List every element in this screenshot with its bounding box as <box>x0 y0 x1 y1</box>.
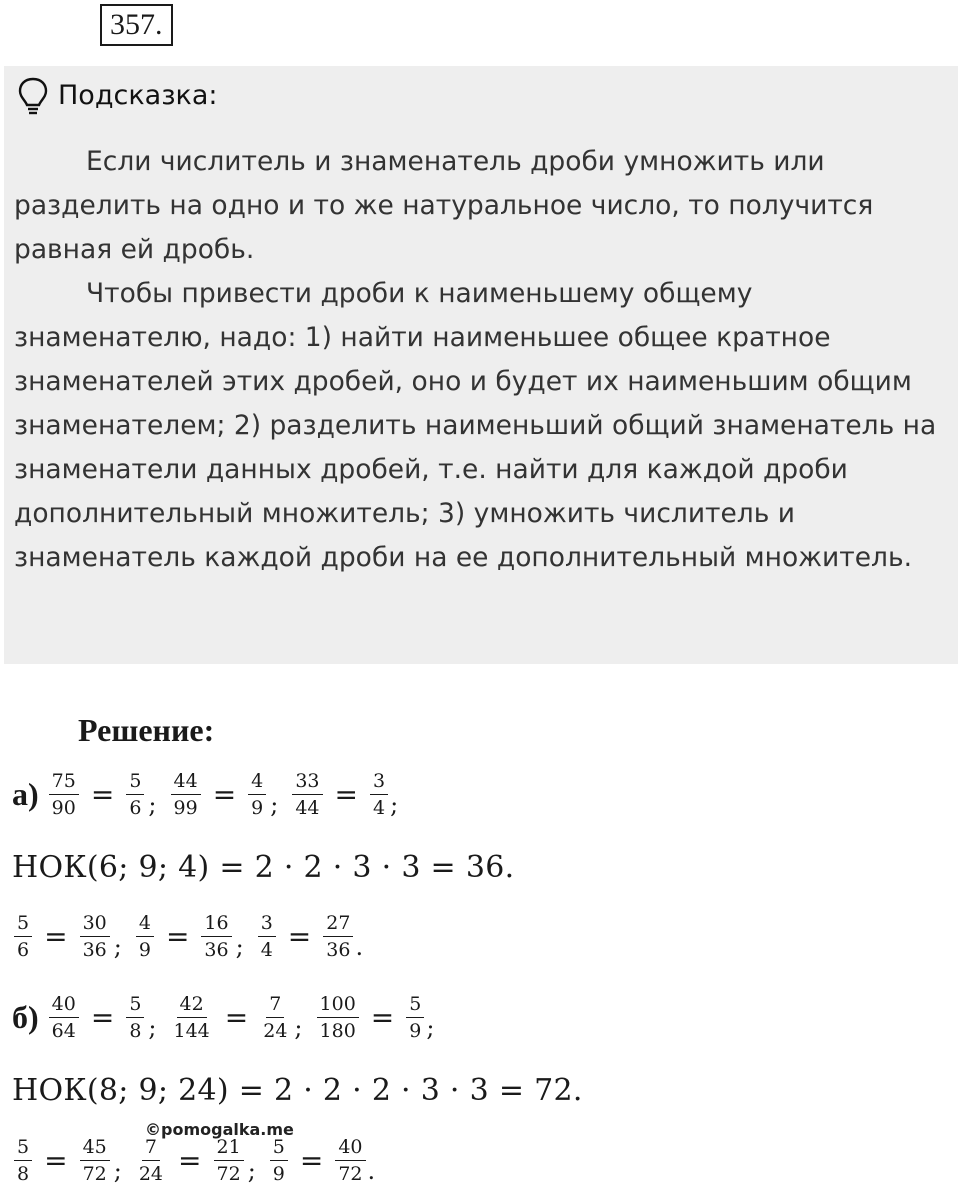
lightbulb-icon <box>16 76 50 116</box>
fraction: $\frac{30}{36}$ <box>80 912 110 961</box>
fraction: $\frac{3}{4}$ <box>370 770 388 819</box>
fraction: $\frac{4}{9}$ <box>248 770 266 819</box>
part-a-label: а) <box>12 776 39 812</box>
part-a-conversions: $\frac{5}{6}$ = $\frac{30}{36}$ ; $\frac{4}{9}$ = $\frac{16}{36}$ ; $\frac{3}{4}$ = $\frac{27}{36}$ . <box>12 912 363 961</box>
hint-paragraph-2: Чтобы привести дроби к наименьшему общему знаменателю, надо: 1) найти наименьшее общее кратное знаменателей этих дробей, оно и будет их наименьшим общим знаменателем; 2) разделить наименьший общий знаменатель на знаменатели данных дробей, т.е. найти для каждой дроби дополнительный множитель; 3) умножить числитель и знаменатель каждой дроби на ее дополнительный множитель. <box>14 278 937 573</box>
fraction: $\frac{75}{90}$ <box>49 770 79 819</box>
part-a-reductions: а) $\frac{75}{90}$ = $\frac{5}{6}$ ; $\frac{44}{99}$ = $\frac{4}{9}$ ; $\frac{33}{44}$ = $\frac{3}{4}$ ; <box>12 770 399 819</box>
part-b-label: б) <box>12 999 39 1035</box>
fraction: $\frac{21}{72}$ <box>214 1136 244 1185</box>
fraction: $\frac{4}{9}$ <box>136 912 154 961</box>
fraction: $\frac{5}{6}$ <box>14 912 32 961</box>
fraction: $\frac{44}{99}$ <box>171 770 201 819</box>
part-b-conversions: $\frac{5}{8}$ = $\frac{45}{72}$ ; $\frac{7}{24}$ = $\frac{21}{72}$ ; $\frac{5}{9}$ = $\frac{40}{72}$ . <box>12 1136 375 1185</box>
solution-title: Решение: <box>78 712 215 748</box>
fraction: $\frac{5}{6}$ <box>126 770 144 819</box>
fraction: $\frac{5}{9}$ <box>270 1136 288 1185</box>
fraction: $\frac{5}{8}$ <box>14 1136 32 1185</box>
fraction: $\frac{5}{9}$ <box>406 993 424 1042</box>
fraction: $\frac{100}{180}$ <box>317 993 359 1042</box>
part-b-reductions: б) $\frac{40}{64}$ = $\frac{5}{8}$ ; $\frac{42}{144}$ = $\frac{7}{24}$ ; $\frac{100}{180}$ = $\frac{5}{9}$ ; <box>12 993 435 1042</box>
part-b-lcm: НОК(8; 9; 24) = 2 · 2 · 2 · 3 · 3 = 72. <box>12 1073 583 1108</box>
fraction: $\frac{33}{44}$ <box>292 770 322 819</box>
watermark: ©pomogalka.me <box>145 1120 294 1139</box>
fraction: $\frac{16}{36}$ <box>201 912 231 961</box>
hint-paragraph-1: Если числитель и знаменатель дроби умножить или разделить на одно и то же натуральное число, то получится равная ей дробь. <box>14 146 874 265</box>
hint-text <box>14 140 944 580</box>
fraction: $\frac{27}{36}$ <box>323 912 353 961</box>
fraction: $\frac{3}{4}$ <box>258 912 276 961</box>
fraction: $\frac{7}{24}$ <box>263 993 288 1042</box>
fraction: $\frac{42}{144}$ <box>173 993 210 1042</box>
fraction: $\frac{45}{72}$ <box>80 1136 110 1185</box>
part-a-lcm: НОК(6; 9; 4) = 2 · 2 · 3 · 3 = 36. <box>12 850 515 885</box>
fraction: $\frac{7}{24}$ <box>138 1136 164 1185</box>
fraction: $\frac{40}{64}$ <box>49 993 79 1042</box>
task-number: 357. <box>100 4 173 46</box>
fraction: $\frac{5}{8}$ <box>126 993 144 1042</box>
fraction: $\frac{40}{72}$ <box>335 1136 365 1185</box>
hint-title: Подсказка: <box>58 80 218 111</box>
